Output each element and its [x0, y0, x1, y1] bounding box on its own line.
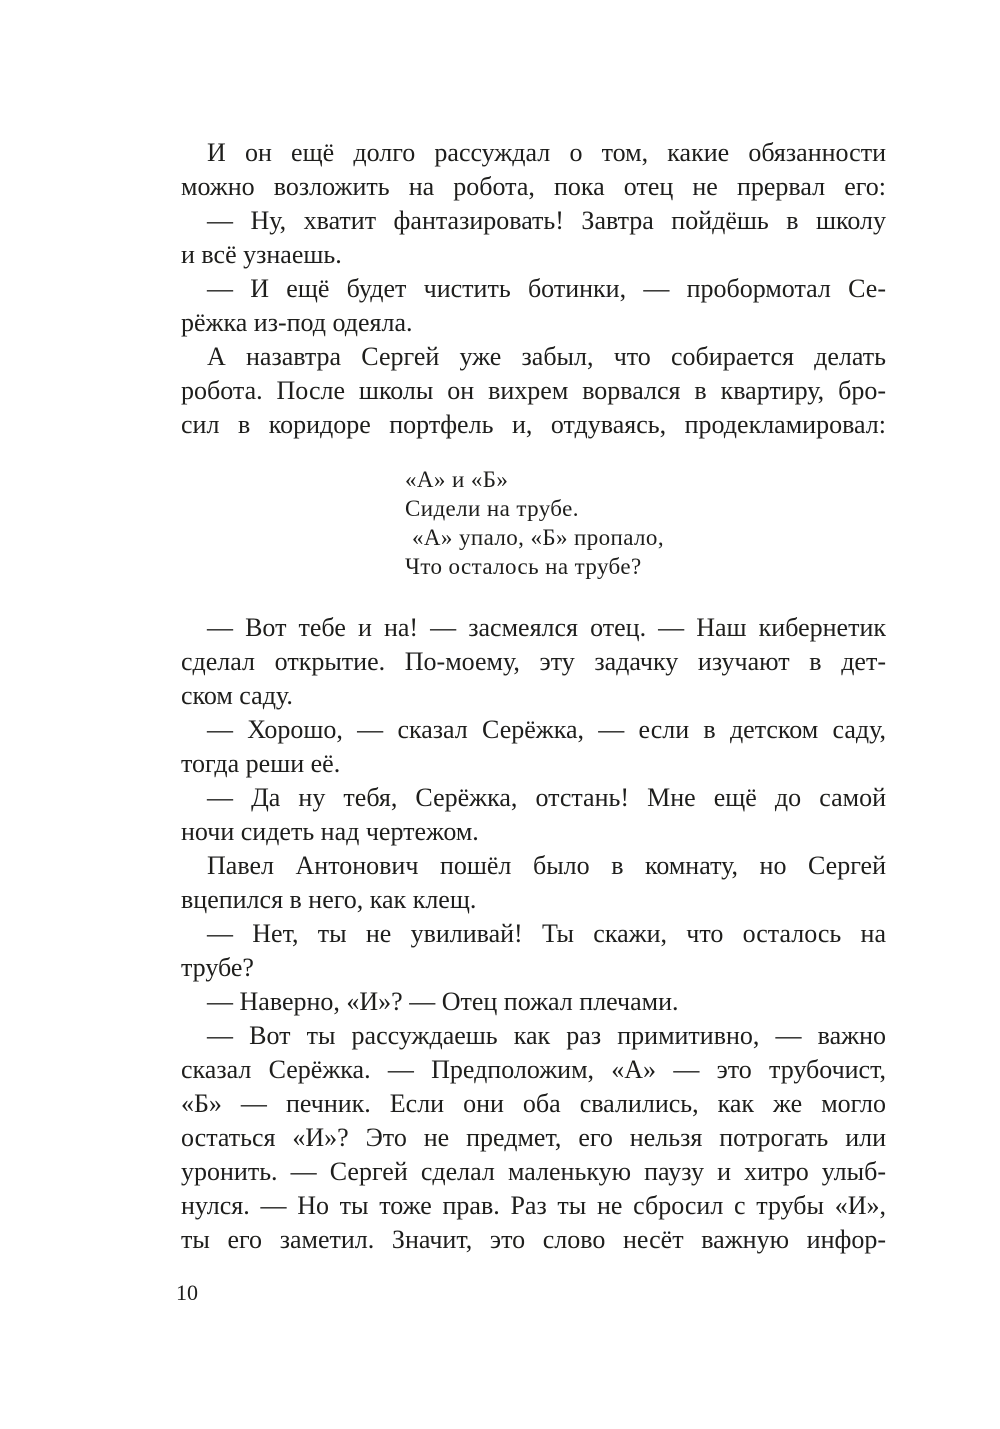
text-line: сказал Серёжка. — Предположим, «А» — это трубочист,	[181, 1055, 886, 1084]
paragraph	[181, 272, 886, 340]
text-line: — Ну, хватит фантазировать! Завтра пойдёшь в школу	[207, 206, 886, 235]
text-line: — Хорошо, — сказал Серёжка, — если в детском саду,	[207, 715, 886, 744]
text-line: — И ещё будет чистить ботинки, — пробормотал Се-	[207, 274, 886, 303]
paragraph	[181, 1019, 886, 1257]
paragraph	[181, 781, 886, 849]
text-line: — Вот ты рассуждаешь как раз примитивно, — важно	[207, 1021, 886, 1050]
text-line: сделал открытие. По-моему, эту задачку изучают в дет-	[181, 647, 886, 676]
text-line: вцепился в него, как клещ.	[181, 885, 477, 914]
text-line: А назавтра Сергей уже забыл, что собирается делать	[207, 342, 886, 371]
verse-line: «А» и «Б»	[405, 467, 509, 492]
verse-line: Что осталось на трубе?	[405, 554, 642, 579]
text-line: остаться «И»? Это не предмет, его нельзя потрогать или	[181, 1123, 886, 1152]
text-line: робота. После школы он вихрем ворвался в квартиру, бро-	[181, 376, 886, 405]
verse-line: «А» упало, «Б» пропало,	[412, 525, 664, 550]
verse-line: Сидели на трубе.	[405, 496, 579, 521]
text-line: рёжка из-под одеяла.	[181, 308, 413, 337]
paragraph	[181, 713, 886, 781]
text-line: — Вот тебе и на! — засмеялся отец. — Наш кибернетик	[207, 613, 886, 642]
text-line: можно возложить на робота, пока отец не прервал его:	[181, 172, 886, 201]
paragraph	[181, 611, 886, 713]
paragraph	[181, 917, 886, 985]
text-line: тогда реши её.	[181, 749, 341, 778]
page-number: 10	[176, 1280, 198, 1305]
text-line: ском саду.	[181, 681, 293, 710]
text-line: — Да ну тебя, Серёжка, отстань! Мне ещё до самой	[207, 783, 886, 812]
text-line: сил в коридоре портфель и, отдуваясь, продекламировал:	[181, 410, 886, 439]
paragraph	[181, 985, 886, 1019]
paragraph	[181, 849, 886, 917]
text-line: ночи сидеть над чертежом.	[181, 817, 479, 846]
text-line: «Б» — печник. Если они оба свалились, как же могло	[181, 1089, 886, 1118]
page-text-block	[181, 136, 886, 1257]
text-line: И он ещё долго рассуждал о том, какие обязанности	[207, 138, 886, 167]
paragraph	[181, 340, 886, 442]
text-line: и всё узнаешь.	[181, 240, 342, 269]
text-line: Павел Антонович пошёл было в комнату, но Сергей	[207, 851, 886, 880]
text-line: — Нет, ты не увиливай! Ты скажи, что осталось на	[207, 919, 886, 948]
paragraph	[181, 136, 886, 204]
text-line: — Наверно, «И»? — Отец пожал плечами.	[207, 987, 679, 1016]
text-line: нулся. — Но ты тоже прав. Раз ты не сбросил с трубы «И»,	[181, 1191, 886, 1220]
text-line: ты его заметил. Значит, это слово несёт важную инфор-	[181, 1225, 886, 1254]
text-line: трубе?	[181, 953, 254, 982]
paragraph	[181, 204, 886, 272]
verse-block	[405, 465, 886, 581]
text-line: уронить. — Сергей сделал маленькую паузу и хитро улыб-	[181, 1157, 886, 1186]
